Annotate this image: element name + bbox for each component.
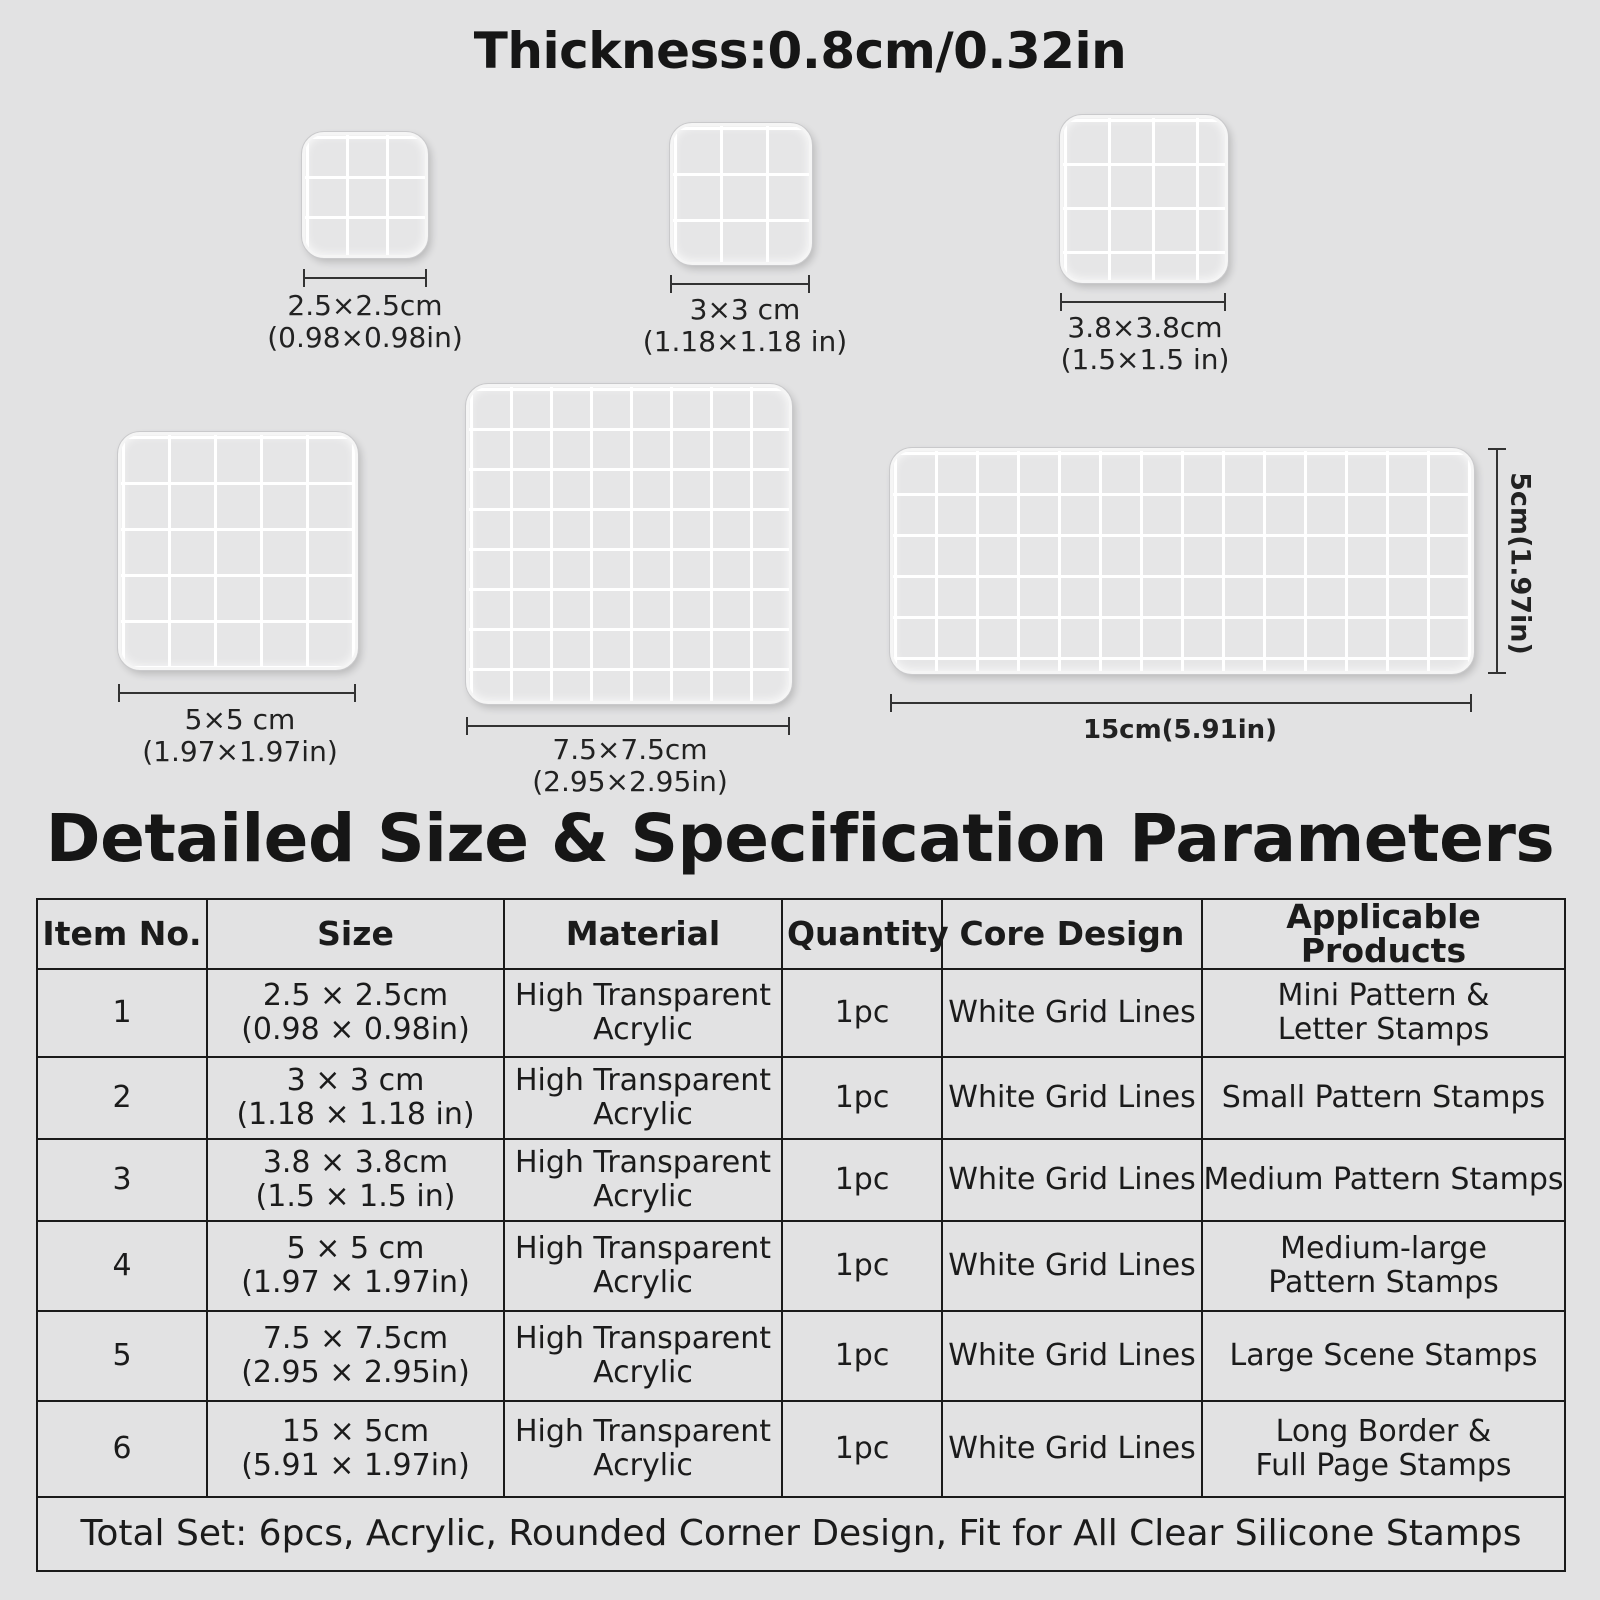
- cell-item: 4: [37, 1221, 207, 1311]
- cell-size: 3 × 3 cm (1.18 × 1.18 in): [207, 1057, 504, 1139]
- cell-core-design: White Grid Lines: [942, 1057, 1202, 1139]
- cell-quantity: 1pc: [782, 1221, 942, 1311]
- cell-size: 15 × 5cm (5.91 × 1.97in): [207, 1401, 504, 1497]
- header-item-no: Item No.: [37, 899, 207, 969]
- block-6-height-label: 5cm(1.97in): [1504, 472, 1536, 655]
- table-row: [37, 1139, 1565, 1221]
- table-row: [37, 1221, 1565, 1311]
- block-1-size-label: 2.5×2.5cm (0.98×0.98in): [267, 289, 463, 354]
- dimension-line-4: [118, 692, 356, 694]
- acrylic-block-5: [466, 384, 792, 704]
- cell-core-design: White Grid Lines: [942, 1139, 1202, 1221]
- spec-heading: Detailed Size & Specification Parameters: [45, 800, 1555, 877]
- cell-products: Small Pattern Stamps: [1202, 1057, 1565, 1139]
- cell-products: Long Border & Full Page Stamps: [1202, 1401, 1565, 1497]
- cell-quantity: 1pc: [782, 1311, 942, 1401]
- acrylic-block-6: [890, 448, 1474, 674]
- block-6-width-label: 15cm(5.91in): [1082, 715, 1278, 745]
- total-set-summary: Total Set: 6pcs, Acrylic, Rounded Corner Design, Fit for All Clear Silicone Stamps: [37, 1497, 1565, 1571]
- header-applicable-products: Applicable Products: [1202, 899, 1565, 969]
- cell-core-design: White Grid Lines: [942, 969, 1202, 1057]
- cell-size: 2.5 × 2.5cm (0.98 × 0.98in): [207, 969, 504, 1057]
- block-4-size-label: 5×5 cm (1.97×1.97in): [142, 703, 338, 768]
- spec-table: [36, 898, 1566, 1572]
- table-row: [37, 1311, 1565, 1401]
- acrylic-block-3: [1060, 115, 1228, 283]
- table-row: [37, 1401, 1565, 1497]
- cell-products: Medium-large Pattern Stamps: [1202, 1221, 1565, 1311]
- cell-item: 3: [37, 1139, 207, 1221]
- dimension-line-6-height: [1496, 448, 1498, 674]
- cell-material: High Transparent Acrylic: [504, 969, 782, 1057]
- cell-quantity: 1pc: [782, 1057, 942, 1139]
- dimension-line-6-width: [890, 702, 1472, 704]
- cell-products: Medium Pattern Stamps: [1202, 1139, 1565, 1221]
- cell-quantity: 1pc: [782, 969, 942, 1057]
- header-quantity: Quantity: [782, 899, 942, 969]
- cell-quantity: 1pc: [782, 1401, 942, 1497]
- cell-item: 2: [37, 1057, 207, 1139]
- dimension-line-3: [1060, 301, 1226, 303]
- cell-size: 5 × 5 cm (1.97 × 1.97in): [207, 1221, 504, 1311]
- cell-size: 3.8 × 3.8cm (1.5 × 1.5 in): [207, 1139, 504, 1221]
- header-material: Material: [504, 899, 782, 969]
- cell-quantity: 1pc: [782, 1139, 942, 1221]
- header-core-design: Core Design: [942, 899, 1202, 969]
- block-3-size-label: 3.8×3.8cm (1.5×1.5 in): [1060, 311, 1230, 376]
- cell-material: High Transparent Acrylic: [504, 1221, 782, 1311]
- dimension-line-2: [670, 283, 810, 285]
- cell-core-design: White Grid Lines: [942, 1311, 1202, 1401]
- cell-material: High Transparent Acrylic: [504, 1057, 782, 1139]
- table-total-row: [37, 1497, 1565, 1571]
- cell-core-design: White Grid Lines: [942, 1401, 1202, 1497]
- table-header-row: [37, 899, 1565, 969]
- cell-products: Mini Pattern & Letter Stamps: [1202, 969, 1565, 1057]
- acrylic-block-1: [302, 132, 428, 258]
- thickness-title: Thickness:0.8cm/0.32in: [473, 22, 1127, 80]
- cell-size: 7.5 × 7.5cm (2.95 × 2.95in): [207, 1311, 504, 1401]
- block-2-size-label: 3×3 cm (1.18×1.18 in): [642, 293, 848, 358]
- table-row: [37, 1057, 1565, 1139]
- cell-material: High Transparent Acrylic: [504, 1311, 782, 1401]
- cell-item: 5: [37, 1311, 207, 1401]
- dimension-line-5: [466, 725, 790, 727]
- acrylic-block-4: [118, 432, 358, 670]
- cell-material: High Transparent Acrylic: [504, 1139, 782, 1221]
- cell-item: 1: [37, 969, 207, 1057]
- cell-material: High Transparent Acrylic: [504, 1401, 782, 1497]
- header-size: Size: [207, 899, 504, 969]
- cell-products: Large Scene Stamps: [1202, 1311, 1565, 1401]
- dimension-line-1: [303, 277, 427, 279]
- acrylic-block-2: [670, 123, 812, 265]
- cell-core-design: White Grid Lines: [942, 1221, 1202, 1311]
- table-row: [37, 969, 1565, 1057]
- block-5-size-label: 7.5×7.5cm (2.95×2.95in): [532, 733, 728, 798]
- cell-item: 6: [37, 1401, 207, 1497]
